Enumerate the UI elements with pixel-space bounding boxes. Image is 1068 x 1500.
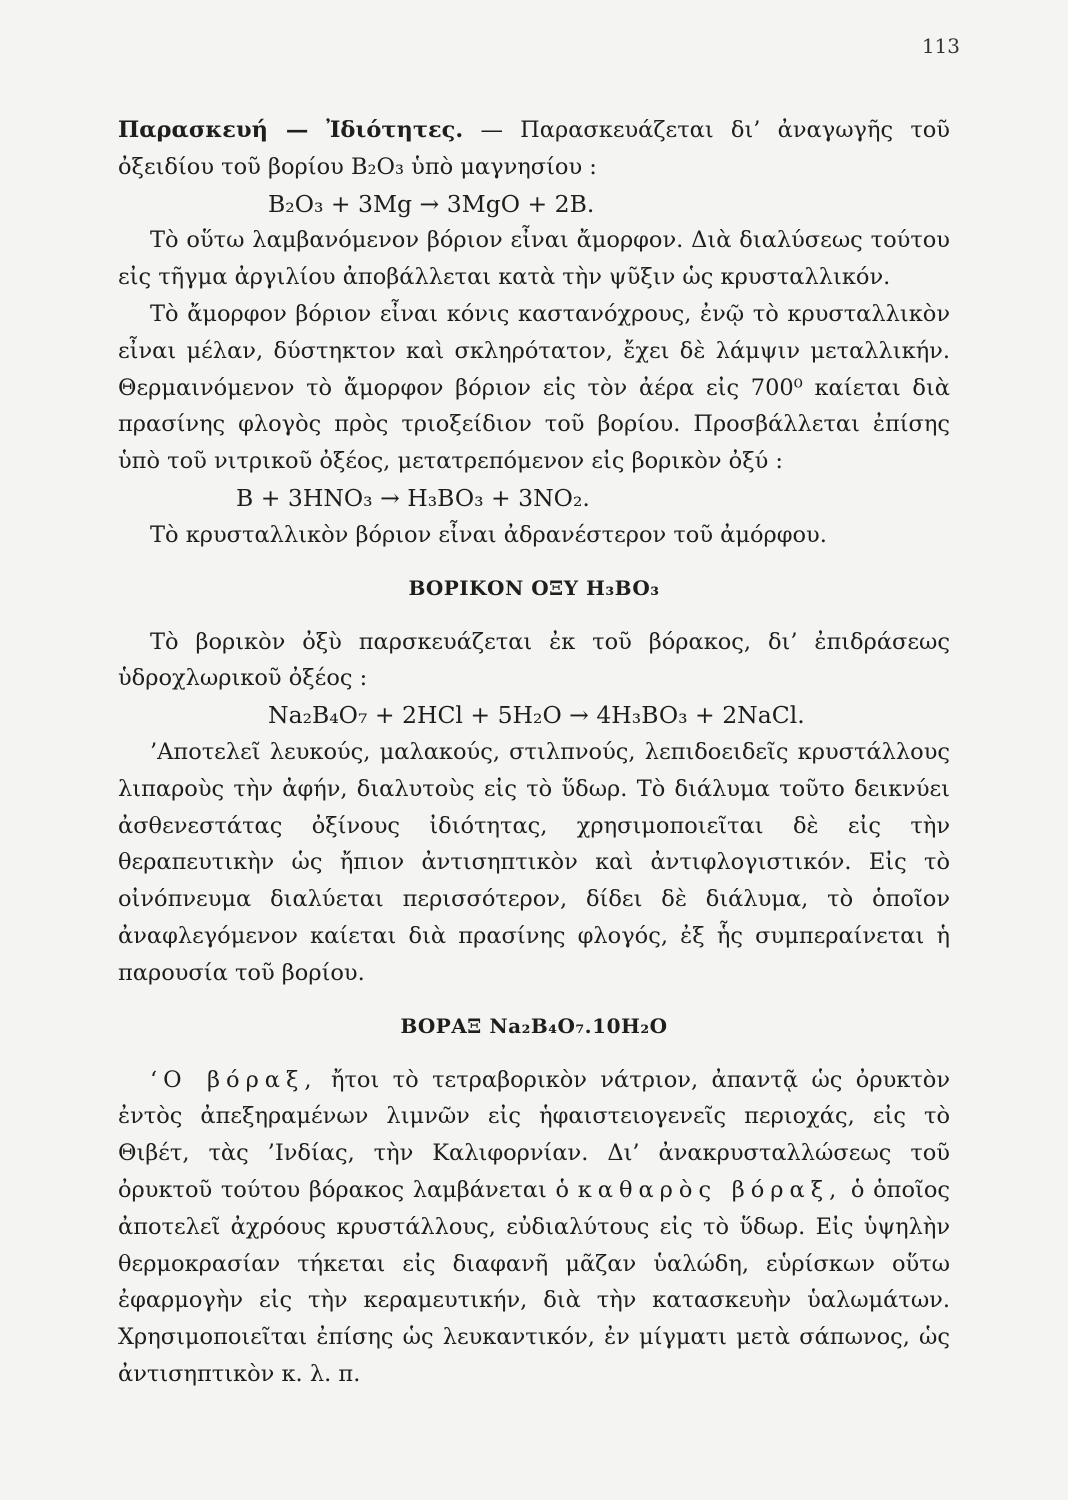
boron-equation-reduction: B₂O₃ + 3Mg → 3MgO + 2B. [268,189,595,218]
borax-text-part2: ὁ ὁποῖος ἀποτελεῖ ἀχρόους κρυστάλλους, εὐδιαλύτους εἰς τὸ ὕδωρ. Εἰς ὑψηλὴν θερμοκρασίαν τήκεται εἰς διαφανῆ μᾶζαν ὑαλώδη, εὑρίσκων οὕτω ἐφαρμογὴν εἰς τὴν κεραμευτικήν, διὰ τὴν κατασκευὴν ὑαλωμάτων. Χρησιμοποιεῖται ἐπίσης ὡς λευκαντικόν, ἐν μίγματι μετὰ σάπωνος, ὡς ἀντισηπτικὸν κ. λ. π. [118,1176,950,1387]
boric-acid-preparation-paragraph: Τὸ βορικὸν ὀξὺ παρσκευάζεται ἐκ τοῦ βόρακος, δι’ ἐπιδράσεως ὑδροχλωρικοῦ ὀξέος : [118,628,950,692]
boric-acid-properties-paragraph: ’Αποτελεῖ λευκούς, μαλακούς, στιλπνούς, λεπιδοειδεῖς κρυστάλλους λιπαροὺς τὴν ἀφήν, διαλυτοὺς εἰς τὸ ὕδωρ. Τὸ διάλυμα τοῦτο δεικνύει ἀσθενεστάτας ὀξίνους ἰδιότητας, χρησιμοποιεῖται δὲ εἰς τὴν θεραπευτικὴν ὡς ἤπιον ἀντισηπτικὸν καὶ ἀντιφλογιστικόν. Εἰς τὸ οἰνόπνευμα διαλύεται περισσότερον, δίδει δὲ διάλυμα, τὸ ὁποῖον ἀναφλεγόμενον καίεται διὰ πρασίνης φλογός, ἐξ ἧς συμπεραίνεται ἡ παρουσία τοῦ βορίου. [118,738,950,986]
borax-text-part1: ἤτοι τὸ τετραβορικὸν νάτριον, ἀπαντᾷ ὡς ὀρυκτὸν ἐντὸς ἀπεξηραμένων λιμνῶν εἰς ἡφαιστειογενεῖς περιοχάς, εἰς τὸ Θιβέτ, τὰς ’Ινδίας, τὴν Καλιφορνίαν. Δι’ ἀνακρυσταλλώσεως τοῦ ὀρυκτοῦ τούτου βόρακος λαμβάνεται ὁ [118,1066,950,1203]
boric-acid-equation: Na₂B₄O₇ + 2HCl + 5H₂O → 4H₃BO₃ + 2NaCl. [268,701,805,730]
pure-borax-term: καθαρὸς βόραξ, [577,1176,843,1203]
boron-intro-text: — Παρασκευάζεται δι’ ἀναγωγῆς τοῦ ὀξειδίου τοῦ βορίου B₂O₃ ὑπὸ μαγνησίου : [118,117,950,180]
boron-subheading: Παρασκευή — Ἰδιότητες. [118,117,464,143]
boron-paragraph-properties: Τὸ ἄμορφον βόριον εἶναι κόνις καστανόχρους, ἐνῷ τὸ κρυσταλλικὸν εἶναι μέλαν, δύστηκτον καὶ σκληρότατον, ἔχει δὲ λάμψιν μεταλλικήν. Θερμαινόμενον τὸ ἄμορφον βόριον εἰς τὸν ἀέρα εἰς 700⁰ καίεται διὰ πρασίνης φλογὸς πρὸς τριοξείδιον τοῦ βορίου. Προσβάλλεται ἐπίσης ὑπὸ τοῦ νιτρικοῦ ὀξέος, μετατρεπόμενον εἰς βορικὸν ὀξύ : [118,300,950,475]
borax-heading: ΒΟΡΑΞ Na₂B₄O₇.10H₂O [400,1013,668,1038]
borax-lead-term: ‘Ο βόραξ, [150,1066,318,1093]
boron-equation-nitric: B + 3HNO₃ → H₃BO₃ + 3NO₂. [236,483,590,512]
borax-paragraph [118,1062,950,1393]
boron-paragraph-crystalline: Τὸ κρυσταλλικὸν βόριον εἶναι ἀδρανέστερον τοῦ ἀμόρφου. [150,521,827,548]
page-content [118,112,950,1393]
boron-intro-paragraph [118,112,950,186]
boric-acid-heading: ΒΟΡΙΚΟΝ ΟΞΥ H₃BO₃ [408,575,660,600]
boron-paragraph-amorphous: Τὸ οὕτω λαμβανόμενον βόριον εἶναι ἄμορφον. Διὰ διαλύσεως τούτου εἰς τῆγμα ἀργιλίου ἀποβάλλεται κατὰ τὴν ψῦξιν ὡς κρυσταλλικόν. [118,227,950,291]
page-number: 113 [921,34,960,58]
